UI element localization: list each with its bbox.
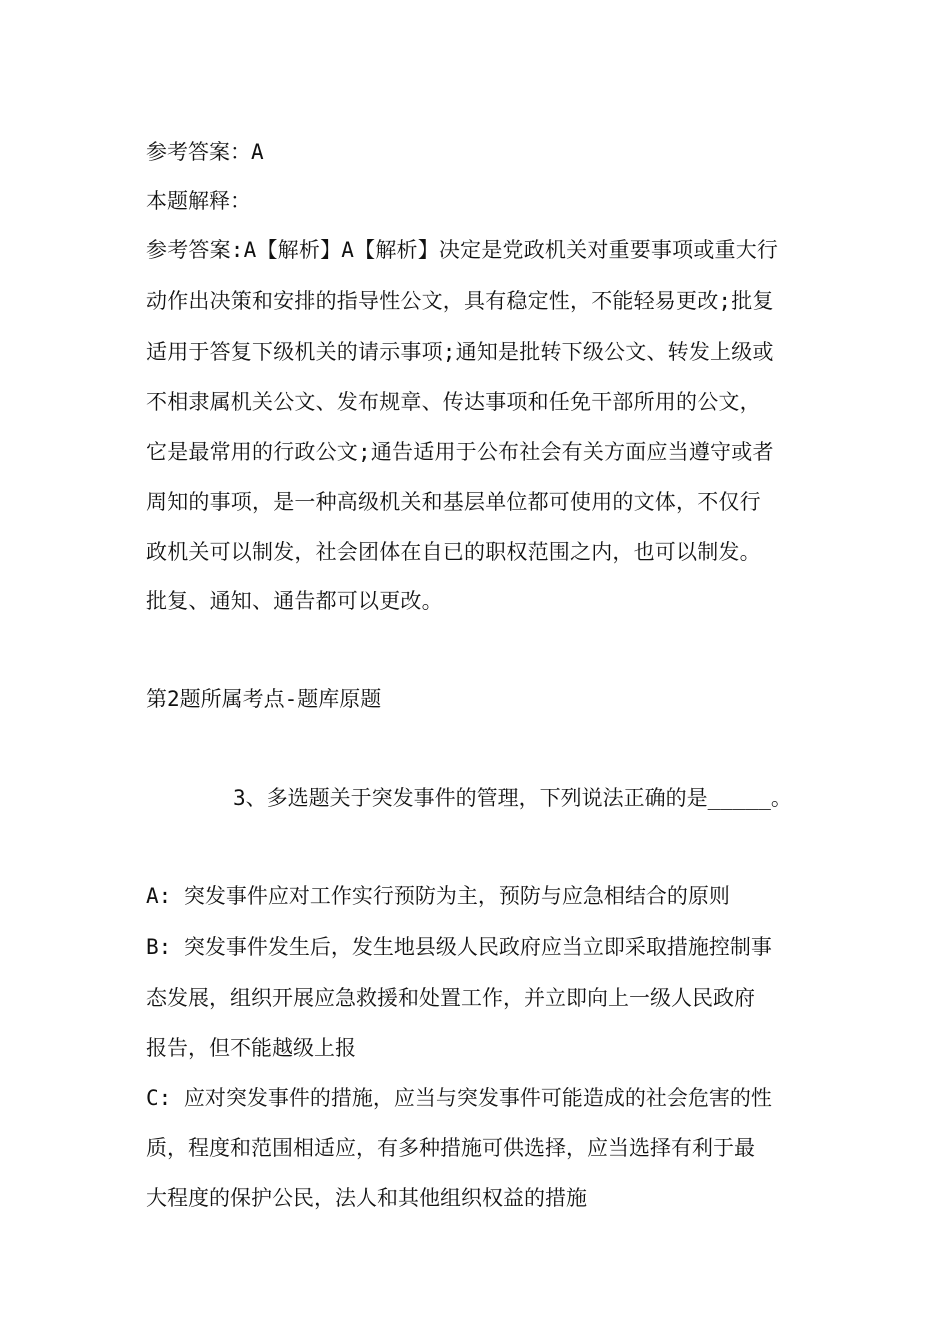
option-c-line: 质，程度和范围相适应，有多种措施可供选择，应当选择有利于最 bbox=[146, 1136, 755, 1160]
topic-note: 第2题所属考点-题库原题 bbox=[146, 687, 382, 711]
explanation-line: 动作出决策和安排的指导性公文，具有稳定性，不能轻易更改;批复 bbox=[146, 289, 774, 313]
answer-value: A bbox=[251, 140, 264, 164]
explanation-line: 适用于答复下级机关的请示事项;通知是批转下级公文、转发上级或 bbox=[146, 340, 774, 364]
explanation-line: 参考答案:A【解析】A【解析】决定是党政机关对重要事项或重大行 bbox=[146, 238, 779, 262]
option-b-line: B: 突发事件发生后，发生地县级人民政府应当立即采取措施控制事 bbox=[146, 935, 772, 959]
question-stem: 3、多选题关于突发事件的管理，下列说法正确的是 bbox=[233, 786, 708, 810]
answer-blank: _____ bbox=[707, 786, 771, 810]
explanation-line: 周知的事项，是一种高级机关和基层单位都可使用的文体，不仅行 bbox=[146, 490, 761, 514]
question-end: 。 bbox=[770, 786, 792, 810]
explanation-line: 政机关可以制发，社会团体在自已的职权范围之内，也可以制发。 bbox=[146, 540, 761, 564]
option-b-line: 态发展，组织开展应急救援和处置工作，并立即向上一级人民政府 bbox=[146, 986, 755, 1010]
option-c-line: C: 应对突发事件的措施，应当与突发事件可能造成的社会危害的性 bbox=[146, 1086, 772, 1110]
option-a: A: 突发事件应对工作实行预防为主，预防与应急相结合的原则 bbox=[146, 884, 730, 908]
explanation-heading: 本题解释： bbox=[146, 189, 251, 213]
explanation-line: 批复、通知、通告都可以更改。 bbox=[146, 589, 443, 613]
option-c-line: 大程度的保护公民，法人和其他组织权益的措施 bbox=[146, 1186, 587, 1210]
explanation-line: 它是最常用的行政公文;通告适用于公布社会有关方面应当遵守或者 bbox=[146, 440, 774, 464]
explanation-line: 不相隶属机关公文、发布规章、传达事项和任免干部所用的公文， bbox=[146, 390, 761, 414]
question-text bbox=[233, 783, 792, 813]
option-b-line: 报告，但不能越级上报 bbox=[146, 1036, 356, 1060]
answer-label: 参考答案： bbox=[146, 140, 251, 164]
answer-line bbox=[146, 137, 264, 167]
